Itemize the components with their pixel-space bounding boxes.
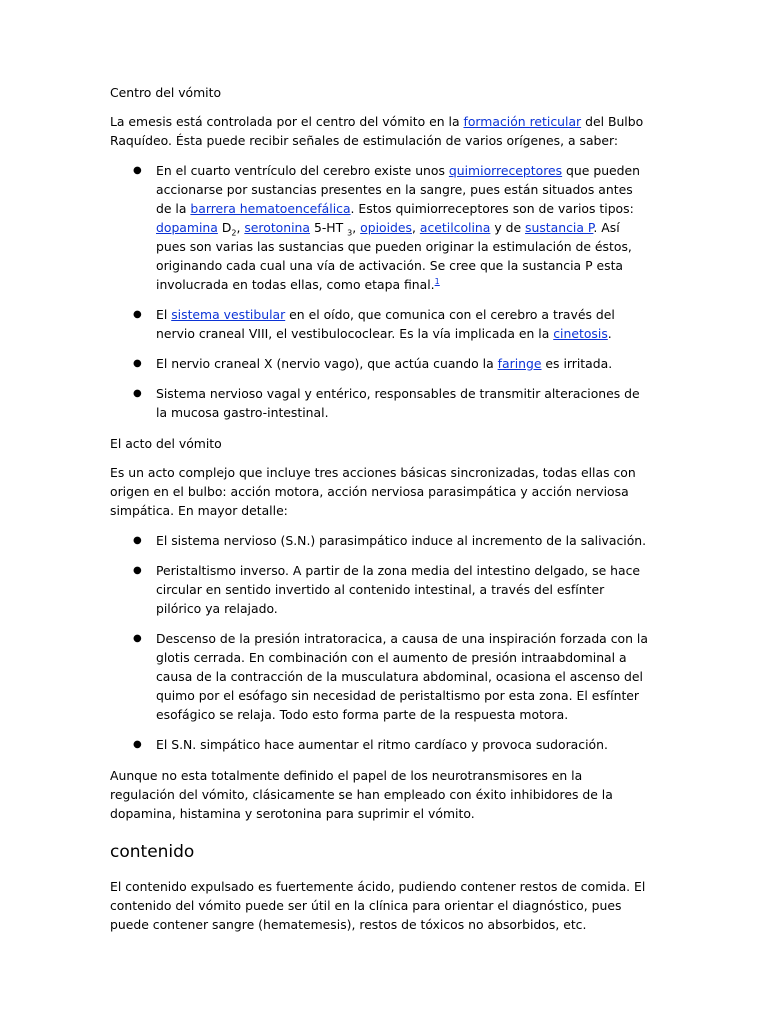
list-item: ● El S.N. simpático hace aumentar el ritmo cardíaco y provoca sudoración. bbox=[133, 737, 608, 752]
list-item: ● Peristaltismo inverso. A partir de la zona media del intestino delgado, se hace circular en sentido invertido al contenido intestinal, a través del esfínter pilórico ya relajado. bbox=[133, 563, 641, 616]
bullet-icon: ● bbox=[133, 739, 142, 750]
list-item: ● El sistema nervioso (S.N.) parasimpático induce al incremento de la salivación. bbox=[133, 533, 647, 548]
contenido-paragraph: El contenido expulsado es fuertemente ácido, pudiendo contener restos de comida. El contenido del vómito puede ser útil en la clínica para orientar el diagnóstico, pues puede contener sangre (hematemesis), restos de tóxicos no absorbidos, etc. bbox=[110, 879, 646, 932]
link-acetilcolina[interactable]: acetilcolina bbox=[419, 220, 491, 235]
bullet-icon: ● bbox=[133, 535, 142, 546]
list-item: ● El sistema vestibular en el oído, que comunica con el cerebro a través del nervio craneal VIII, el vestibulococlear. Es la vía implicada en la cinetosis. bbox=[133, 307, 615, 341]
list-item: ● Descenso de la presión intratoracica, a causa de una inspiración forzada con la glotis cerrada. En combinación con el aumento de presión intraabdominal a causa de la contracción de la musculatura abdominal, ocasiona el ascenso del quimo por el esófago sin necesidad de peristaltismo por esta zona. El esfínter esofágico se relaja. Todo esto forma parte de la respuesta motora. bbox=[133, 631, 648, 722]
link-dopamina[interactable]: dopamina bbox=[156, 220, 218, 235]
closing-paragraph: Aunque no esta totalmente definido el papel de los neurotransmisores en la regulación del vómito, clásicamente se han empleado con éxito inhibidores de la dopamina, histamina y serotonina para suprimir el vómito. bbox=[110, 768, 613, 821]
link-opioides[interactable]: opioides bbox=[360, 220, 412, 235]
link-faringe[interactable]: faringe bbox=[497, 356, 542, 371]
link-formacion-reticular[interactable]: formación reticular bbox=[463, 114, 582, 129]
intro-paragraph: La emesis está controlada por el centro del vómito en la formación reticular del Bulbo Raquídeo. Ésta puede recibir señales de estimulación de varios orígenes, a saber: bbox=[110, 114, 644, 148]
list-item: ● El nervio craneal X (nervio vago), que actúa cuando la faringe es irritada. bbox=[133, 356, 613, 371]
bullet-icon: ● bbox=[133, 165, 142, 176]
link-quimiorreceptores[interactable]: quimiorreceptores bbox=[448, 163, 563, 178]
link-barrera-hematoencefalica[interactable]: barrera hematoencefálica bbox=[190, 201, 351, 216]
bullet-icon: ● bbox=[133, 565, 142, 576]
footnote-reference-link[interactable]: 1 bbox=[434, 276, 440, 286]
list-item: ● Sistema nervioso vagal y entérico, responsables de transmitir alteraciones de la mucosa gastro-intestinal. bbox=[133, 386, 640, 420]
section-heading-centro-del-vomito: Centro del vómito bbox=[110, 85, 222, 100]
bullet-icon: ● bbox=[133, 633, 142, 644]
acto-intro-paragraph: Es un acto complejo que incluye tres acciones básicas sincronizadas, todas ellas con origen en el bulbo: acción motora, acción nerviosa parasimpática y acción nerviosa simpática. En mayor detalle: bbox=[110, 465, 636, 518]
bullet-icon: ● bbox=[133, 309, 142, 320]
link-sustancia-p[interactable]: sustancia P bbox=[525, 220, 594, 235]
document-page bbox=[110, 83, 650, 945]
list-item: ● En el cuarto ventrículo del cerebro existe unos quimiorreceptores que pueden accionarse por sustancias presentes en la sangre, pues están situados antes de la barrera hematoencefálica. Estos quimiorreceptores son de varios tipos: dopamina $D_2$, serotonina 5-HT $_3$, opioides, acetilcolina y de sustancia P. Así pues son varias las sustancias que pueden originar la estimulación de éstos, originando cada cual una vía de activación. Se cree que la sustancia P esta involucrada en todas ellas, como etapa final.$^1$ bbox=[133, 163, 641, 292]
link-cinetosis[interactable]: cinetosis bbox=[553, 326, 608, 341]
link-sistema-vestibular[interactable]: sistema vestibular bbox=[171, 307, 286, 322]
link-serotonina[interactable]: serotonina bbox=[244, 220, 311, 235]
origins-list bbox=[110, 161, 650, 422]
section-heading-acto-del-vomito: El acto del vómito bbox=[110, 436, 222, 451]
bullet-icon: ● bbox=[133, 388, 142, 399]
acto-list bbox=[110, 531, 650, 754]
bullet-icon: ● bbox=[133, 358, 142, 369]
section-heading-contenido: contenido bbox=[110, 842, 195, 862]
